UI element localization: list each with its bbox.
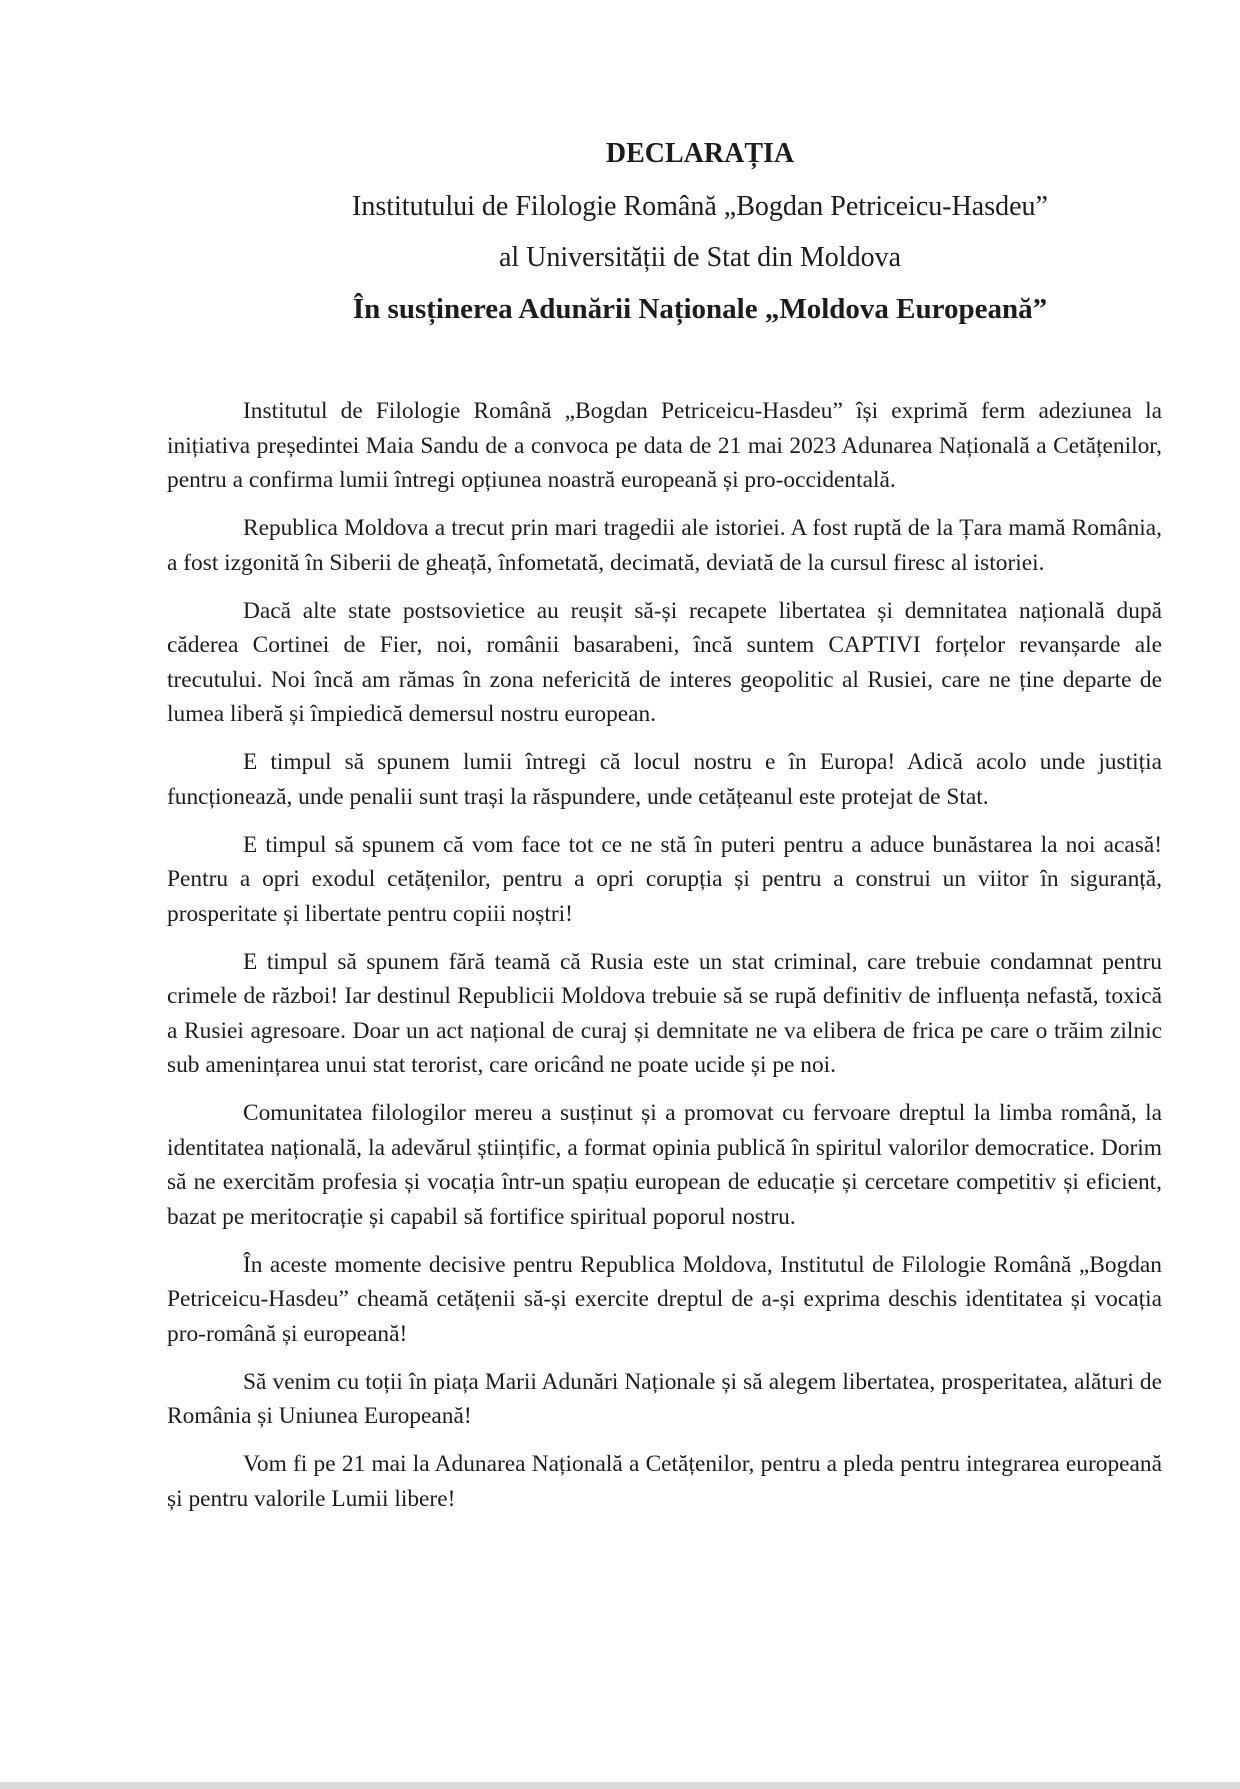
document-title: DECLARAȚIA (605, 138, 795, 169)
body-paragraph: În aceste momente decisive pentru Republica Moldova, Institutul de Filologie Română „Bogdan Petriceicu-Hasdeu” cheamă cetățenii să-și exercite dreptul de a-și exprima deschis identitatea și vocația pro-română și europeană! (167, 1251, 1162, 1347)
page-bottom-edge (0, 1782, 1240, 1789)
body-paragraph: Dacă alte state postsovietice au reușit să-și recapete libertatea și demnitatea națională după căderea Cortinei de Fier, noi, românii basarabeni, încă suntem CAPTIVI forțelor revanșarde ale trecutului. Noi încă am rămas în zona nefericită de interes geopolitic al Rusiei, care ne ține departe de lumea liberă și împiedică demersul nostru european. (167, 597, 1162, 727)
body-paragraph: Comunitatea filologilor mereu a susținut și a promovat cu fervoare dreptul la limba română, la identitatea națională, la adevărul științific, a format opinia publică în spiritul valorilor democratice. Dorim să ne exercităm profesia și vocația într-un spațiu european de educație și cercetare competitiv și eficient, bazat pe meritocrație și capabil să fortifice spiritual poporul nostru. (167, 1100, 1162, 1230)
body-paragraph: E timpul să spunem că vom face tot ce ne stă în puteri pentru a aduce bunăstarea la noi acasă! Pentru a opri exodul cetățenilor, pentru a opri corupția și pentru a construi un viitor în siguranță, prosperitate și libertate pentru copiii noștri! (167, 831, 1162, 927)
body-paragraph: Institutul de Filologie Română „Bogdan Petriceicu-Hasdeu” își exprimă ferm adeziunea la inițiativa președintei Maia Sandu de a convoca pe data de 21 mai 2023 Adunarea Națională a Cetățenilor, pentru a confirma lumii întregi opțiunea noastră europeană și pro-occidentală. (167, 398, 1162, 493)
body-paragraph: E timpul să spunem lumii întregi că locul nostru e în Europa! Adică acolo unde justiția funcționează, unde penalii sunt trași la răspundere, unde cetățeanul este protejat de Stat. (167, 749, 1162, 810)
document-body (167, 394, 1162, 1530)
document-subtitle-purpose: În susținerea Adunării Naționale „Moldova Europeană” (352, 293, 1048, 325)
body-paragraph: Să venim cu toții în piața Marii Adunări Naționale și să alegem libertatea, prosperitatea, alături de România și Uniunea Europeană! (167, 1368, 1162, 1429)
body-paragraph: E timpul să spunem fără teamă că Rusia este un stat criminal, care trebuie condamnat pentru crimele de război! Iar destinul Republicii Moldova trebuie să se rupă definitiv de influența nefastă, toxică a Rusiei agresoare. Doar un act național de curaj și demnitate ne va elibera de frica pe care o trăim zilnic sub amenințarea unui stat terorist, care oricând ne poate ucide și pe noi. (167, 948, 1162, 1078)
body-paragraph: Republica Moldova a trecut prin mari tragedii ale istoriei. A fost ruptă de la Țara mamă România, a fost izgonită în Siberii de gheață, înfometată, decimată, deviată de la cursul firesc al istoriei. (167, 515, 1162, 576)
document-subtitle-institute: Institutului de Filologie Română „Bogdan Petriceicu-Hasdeu” (352, 191, 1048, 222)
document-subtitle-university: al Universității de Stat din Moldova (498, 242, 902, 273)
body-paragraph: Vom fi pe 21 mai la Adunarea Națională a Cetățenilor, pentru a pleda pentru integrarea europeană și pentru valorile Lumii libere! (167, 1451, 1162, 1512)
